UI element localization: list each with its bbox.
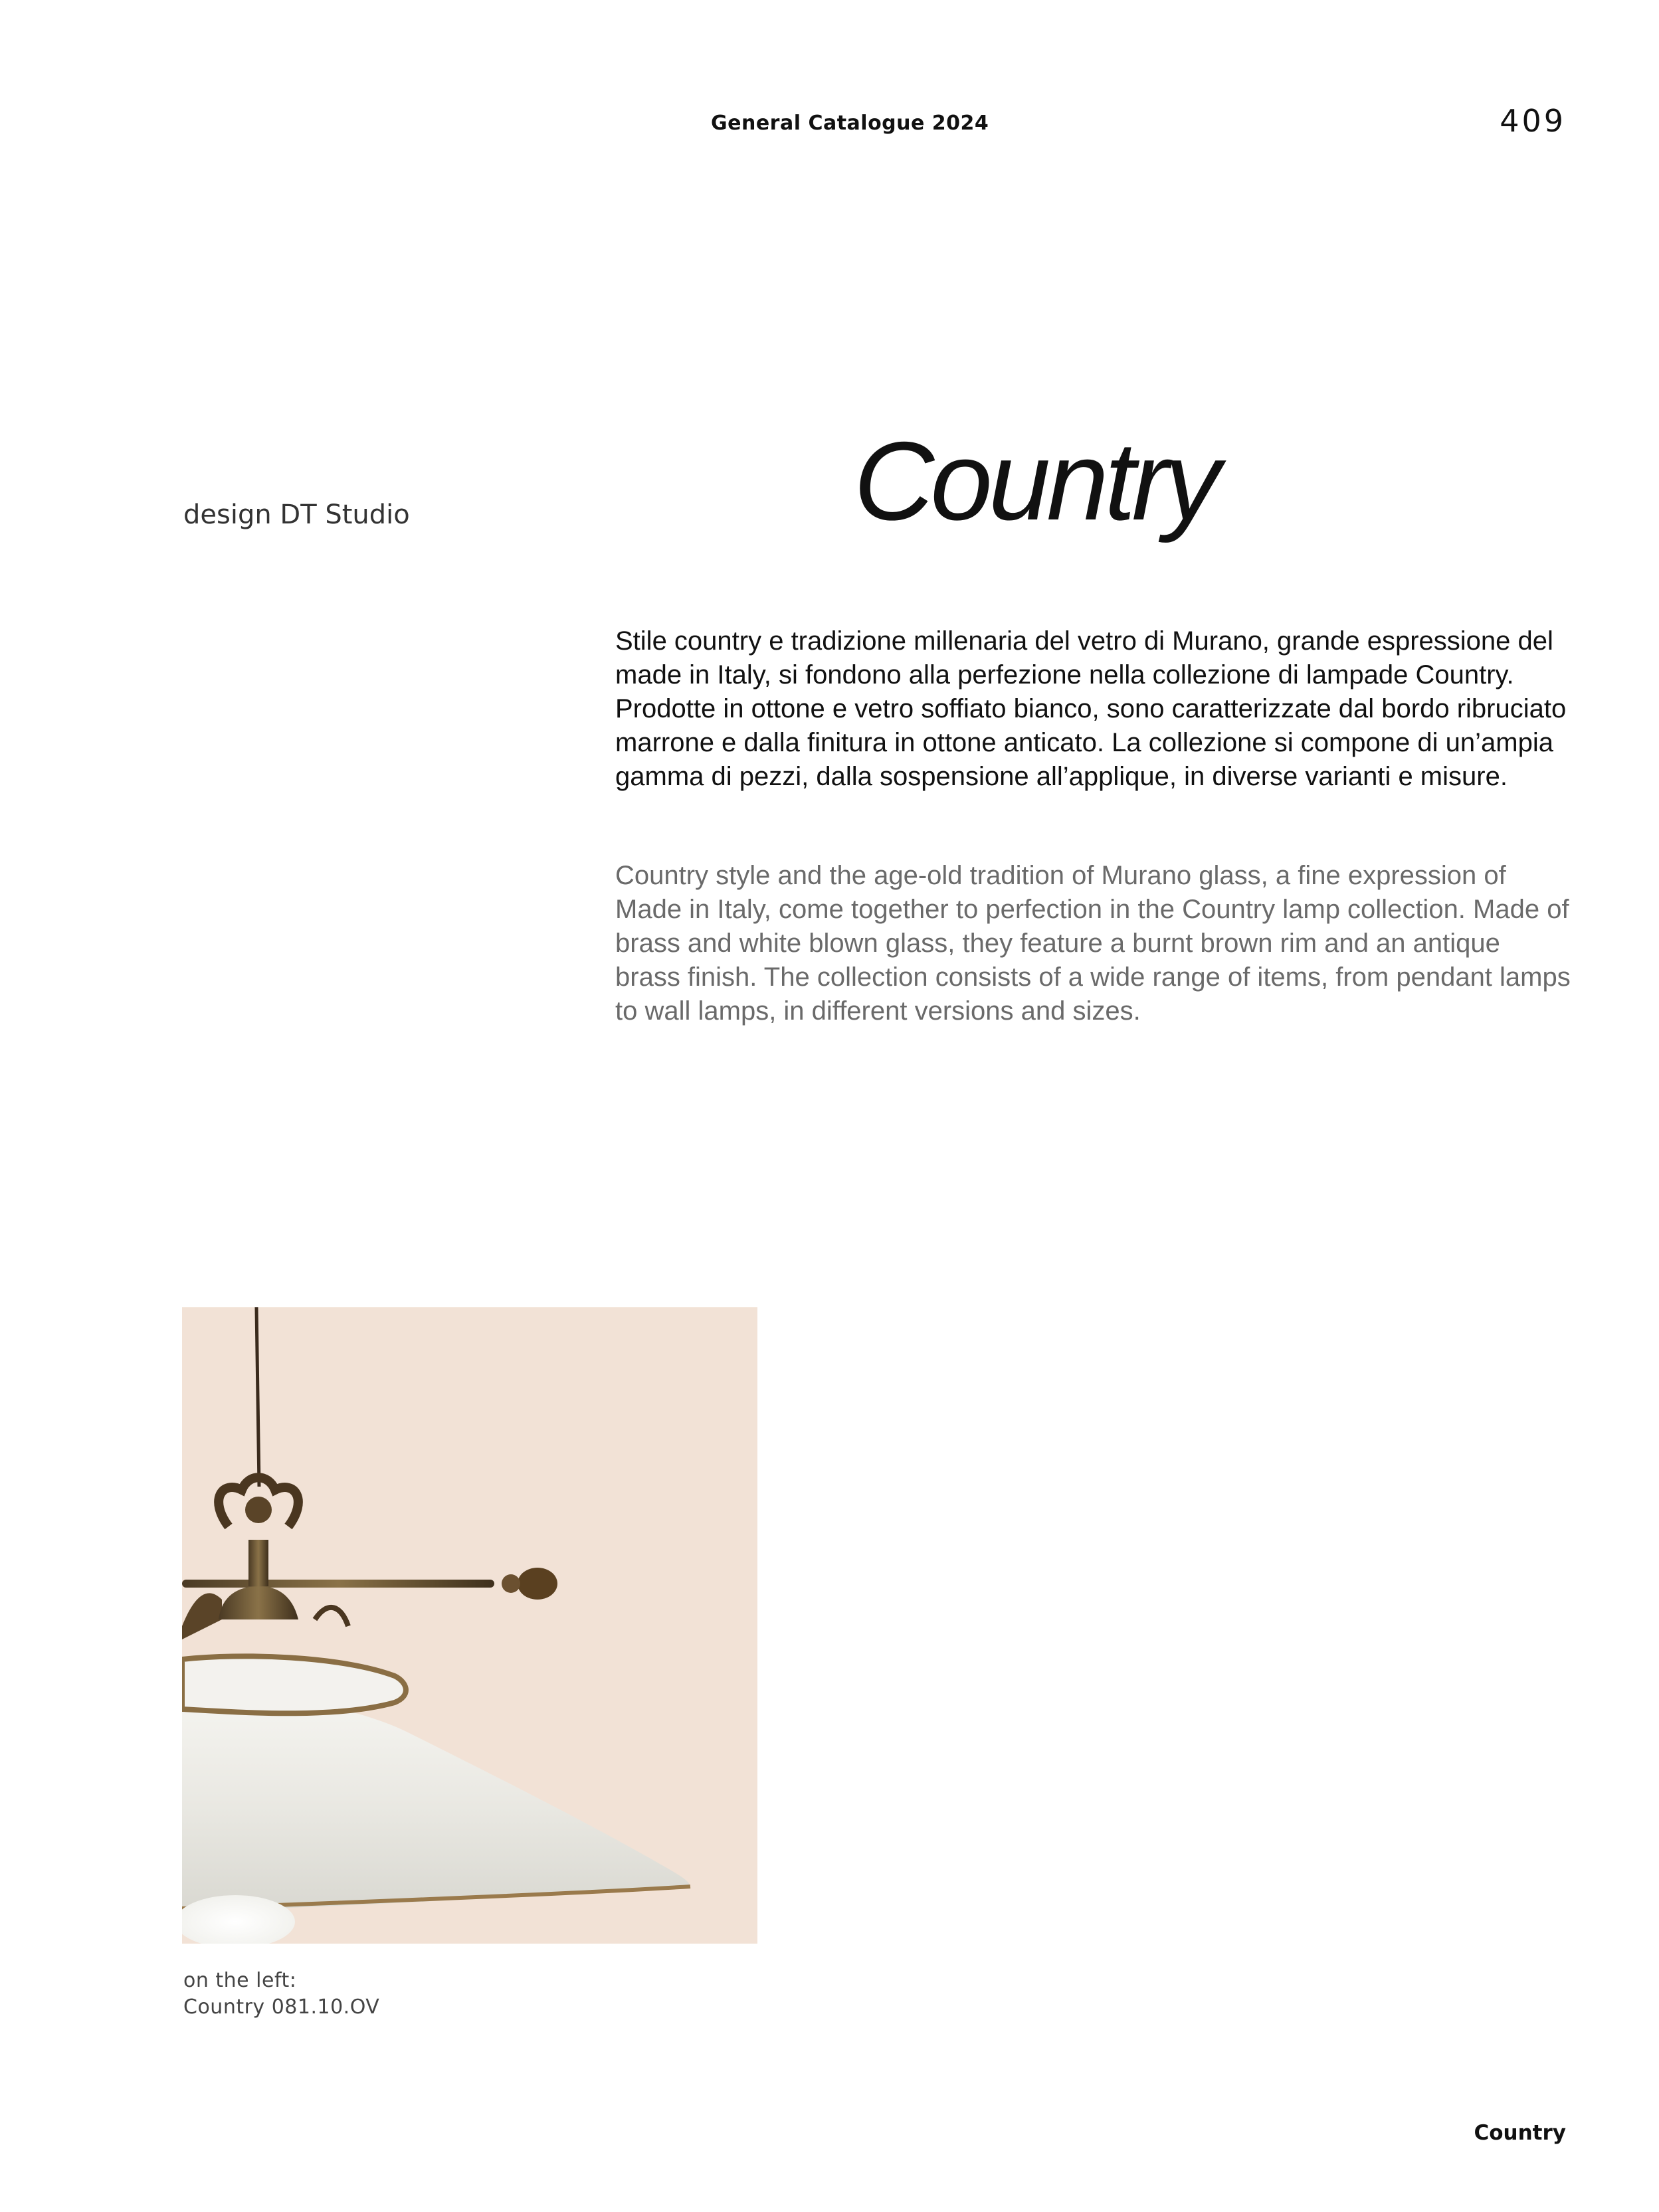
description-italian: Stile country e tradizione millenaria del vetro di Murano, grande espressione del made in Italy, si fondono alla perfezione nella collezione di lampade Country. Prodotte in ottone e vetro soffiato bianco, sono caratterizzate dal bordo ribruciato marrone e dalla finitura in ottone anticato. La collezione si compone di un’ampia gamma di pezzi, dalla sospensione all’applique, in diverse varianti e misure. (615, 626, 1567, 791)
pendant-lamp-illustration (182, 1307, 757, 1944)
catalogue-title: General Catalogue 2024 (711, 112, 989, 135)
cross-bar (182, 1580, 494, 1588)
ornament-knot (245, 1497, 272, 1523)
lamp-cap (219, 1586, 298, 1619)
bar-finial (518, 1568, 557, 1600)
product-photo (182, 1307, 757, 1944)
caption-line-2: Country 081.10.OV (183, 1995, 380, 2019)
footer-section-label: Country (1474, 2121, 1566, 2145)
designer-credit: design DT Studio (183, 500, 410, 530)
page-number: 409 (1500, 103, 1566, 139)
photo-caption (183, 1968, 379, 2021)
suspension-cord (256, 1307, 259, 1487)
collection-title: Country (854, 418, 1217, 543)
caption-line-1: on the left: (183, 1969, 297, 1992)
description-english: Country style and the age-old tradition of Murano glass, a fine expression of Made in Italy, come together to perfection in the Country lamp collection. Made of brass and white blown glass, they feature a burnt brown rim and an antique brass finish. The collection consists of a wide range of items, from pendant lamps to wall lamps, in different versions and sizes. (615, 861, 1571, 1026)
shade-rim-top (182, 1656, 406, 1713)
